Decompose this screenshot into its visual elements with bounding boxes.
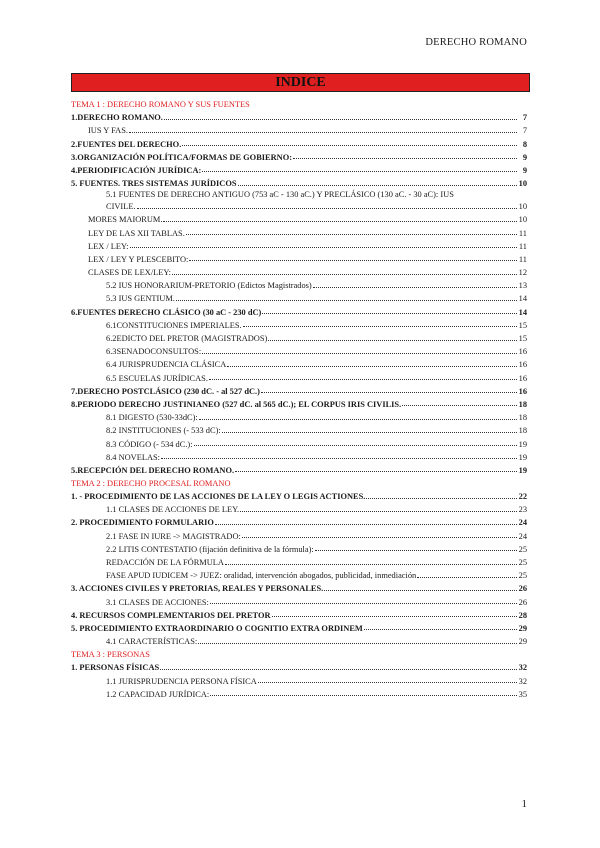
toc-entry[interactable] <box>71 422 527 435</box>
page-number: 1 <box>521 798 527 810</box>
entry-title: 6.FUENTES DERECHO CLÁSICO (30 aC - 230 dC) <box>71 307 262 317</box>
entry-title: 5.3 IUS GENTIUM. <box>106 294 175 304</box>
toc-entry[interactable] <box>71 175 527 188</box>
entry-page: 32 <box>518 676 527 686</box>
toc-entry[interactable] <box>71 303 527 316</box>
leader-dots <box>366 498 517 499</box>
entry-title: LEX / LEY Y PLESCEBITO: <box>88 254 189 264</box>
entry-page: 32 <box>518 663 527 673</box>
entry-page: 12 <box>518 268 527 278</box>
entry-title: 4.PERIODIFICACIÓN JURÍDICA: <box>71 165 202 175</box>
entry-page: 16 <box>518 373 527 383</box>
leader-dots <box>222 432 517 433</box>
entry-title: 2. PROCEDIMIENTO FORMULARIO <box>71 518 214 528</box>
leader-dots <box>202 171 517 172</box>
entry-page: 25 <box>518 544 527 554</box>
entry-page: 26 <box>518 584 527 594</box>
entry-title: 5.1 FUENTES DE DERECHO ANTIGUO (753 aC - 130 aC.) Y PRECLÁSICO (130 aC. - 30 aC): IUS <box>106 190 454 200</box>
entry-page: 19 <box>518 465 527 475</box>
entry-page: 24 <box>518 518 527 528</box>
entry-title: 7.DERECHO POSTCLÁSICO (230 dC. - al 527 dC.) <box>71 386 260 396</box>
entry-title: REDACCIÓN DE LA FÓRMULA <box>106 558 224 567</box>
toc-entry[interactable] <box>71 541 527 554</box>
leader-dots <box>235 471 517 472</box>
entry-title: 2.2 LITIS CONTESTATIO (fijación definitiva de la fórmula): <box>106 544 314 554</box>
leader-dots <box>238 185 517 186</box>
leader-dots <box>210 603 517 604</box>
leader-dots <box>417 577 517 578</box>
entry-page: 13 <box>518 281 527 291</box>
toc-entry[interactable] <box>71 109 527 122</box>
leader-dots <box>160 669 517 670</box>
entry-page: 15 <box>518 334 527 343</box>
leader-dots <box>262 313 517 314</box>
entry-title: 1.2 CAPACIDAD JURÍDICA: <box>106 689 210 699</box>
entry-page: 18 <box>518 413 527 423</box>
leader-dots <box>172 274 517 275</box>
leader-dots <box>227 366 517 367</box>
entry-page: 28 <box>518 610 527 620</box>
entry-title: 1. - PROCEDIMIENTO DE LAS ACCIONES DE LA LEY O LEGIS ACTIONES. <box>71 492 366 502</box>
leader-dots <box>130 247 517 248</box>
toc-entry[interactable] <box>71 620 527 633</box>
leader-dots <box>199 419 517 420</box>
toc-entry[interactable] <box>71 317 527 330</box>
entry-title: 3. ACCIONES CIVILES Y PRETORIAS, REALES Y PERSONALES. <box>71 584 324 594</box>
entry-title: 5. PROCEDIMIENTO EXTRAORDINARIO O COGNITIO EXTRA ORDINEM <box>71 623 363 633</box>
toc-entry[interactable] <box>71 149 527 162</box>
entry-page: 11 <box>518 254 527 264</box>
entry-title: FASE APUD IUDICEM -> JUEZ: oralidad, intervención abogados, publicidad, inmediación <box>106 571 417 581</box>
entry-page: 19 <box>518 439 527 449</box>
toc-section-heading[interactable] <box>71 96 527 109</box>
table-of-contents <box>71 96 527 699</box>
leader-dots <box>209 379 517 380</box>
toc-entry[interactable] <box>71 580 527 593</box>
leader-dots <box>182 145 517 146</box>
leader-dots <box>240 511 517 512</box>
entry-title: 1.1 JURISPRUDENCIA PERSONA FÍSICA <box>106 676 257 686</box>
entry-page: 19 <box>518 452 527 462</box>
entry-title: 5. FUENTES. TRES SISTEMAS JURÍDICOS <box>71 179 237 189</box>
entry-title: 8.2 INSTITUCIONES (- 533 dC): <box>106 426 221 436</box>
entry-title: 2.1 FASE IN IURE -> MAGISTRADO: <box>106 531 241 541</box>
entry-page: 16 <box>518 347 527 357</box>
entry-page: 25 <box>518 571 527 581</box>
entry-page: 10 <box>518 202 527 212</box>
leader-dots <box>313 287 517 288</box>
entry-title: 5.RECEPCIÓN DEL DERECHO ROMANO. <box>71 465 235 475</box>
leader-dots <box>163 221 517 222</box>
leader-dots <box>129 132 517 133</box>
toc-entry[interactable] <box>71 251 527 264</box>
entry-title: 6.1CONSTITUCIONES IMPERIALES. <box>106 320 242 330</box>
entry-title: IUS Y FAS. <box>88 126 128 136</box>
entry-title: 5.2 IUS HONORARIUM-PRETORIO (Edictos Magistrados) <box>106 281 312 291</box>
leader-dots <box>402 405 517 406</box>
entry-page: 14 <box>518 294 527 304</box>
toc-entry[interactable] <box>71 527 527 540</box>
toc-entry[interactable] <box>71 462 527 475</box>
toc-entry[interactable] <box>71 435 527 448</box>
toc-entry[interactable] <box>71 514 527 527</box>
entry-page: 7 <box>522 126 527 136</box>
toc-entry[interactable] <box>71 290 527 303</box>
entry-title: 4.1 CARACTERÍSTICAS: <box>106 637 198 647</box>
entry-page: 10 <box>518 215 527 225</box>
entry-page: 26 <box>518 597 527 607</box>
leader-dots <box>293 158 517 159</box>
entry-page: 15 <box>518 320 527 330</box>
toc-entry[interactable] <box>71 277 527 290</box>
entry-page: 25 <box>518 558 527 567</box>
toc-entry[interactable] <box>71 686 527 699</box>
leader-dots <box>242 537 517 538</box>
leader-dots <box>176 300 517 301</box>
leader-dots <box>194 445 517 446</box>
toc-entry[interactable] <box>71 356 527 369</box>
entry-title: MORES MAIORUM. <box>88 215 163 225</box>
toc-entry[interactable] <box>71 135 527 148</box>
toc-section-heading[interactable] <box>71 475 527 488</box>
leader-dots <box>272 616 517 617</box>
leader-dots <box>198 643 517 644</box>
entry-page: 16 <box>518 386 527 396</box>
entry-title: 8.3 CÓDIGO (- 534 dC.): <box>106 439 193 449</box>
section-label: TEMA 3 : PERSONAS <box>71 650 150 660</box>
toc-entry[interactable] <box>71 162 527 175</box>
toc-entry[interactable] <box>71 396 527 409</box>
leader-dots <box>324 590 517 591</box>
entry-page: 18 <box>518 399 527 409</box>
section-label: TEMA 1 : DERECHO ROMANO Y SUS FUENTES <box>71 100 250 109</box>
entry-page: 29 <box>518 623 527 633</box>
entry-title: 8.1 DIGESTO (530-33dC): <box>106 413 198 423</box>
entry-title: 6.2EDICTO DEL PRETOR (MAGISTRADOS) <box>106 334 268 343</box>
leader-dots <box>258 682 517 683</box>
toc-entry[interactable] <box>71 409 527 422</box>
entry-page: 9 <box>522 152 527 162</box>
toc-entry[interactable] <box>71 330 527 343</box>
leader-dots <box>215 524 517 525</box>
toc-entry[interactable] <box>71 122 527 135</box>
entry-title: 1. PERSONAS FÍSICAS <box>71 663 160 673</box>
entry-page: 14 <box>518 307 527 317</box>
toc-entry[interactable] <box>71 672 527 685</box>
toc-entry[interactable] <box>71 449 527 462</box>
toc-section-heading[interactable] <box>71 646 527 659</box>
leader-dots <box>137 208 517 209</box>
toc-entry[interactable] <box>71 238 527 251</box>
entry-title: LEY DE LAS XII TABLAS. <box>88 228 185 238</box>
entry-title: LEX / LEY: <box>88 241 129 251</box>
toc-entry[interactable] <box>71 488 527 501</box>
leader-dots <box>261 392 517 393</box>
entry-title: 1.DERECHO ROMANO. <box>71 113 163 123</box>
entry-page: 23 <box>518 505 527 515</box>
index-title: INDICE <box>71 73 530 92</box>
leader-dots <box>243 326 517 327</box>
leader-dots <box>164 119 517 120</box>
leader-dots <box>210 695 517 696</box>
entry-page: 35 <box>518 689 527 699</box>
section-label: TEMA 2 : DERECHO PROCESAL ROMANO <box>71 478 231 488</box>
toc-entry[interactable] <box>71 369 527 382</box>
entry-title: 8.PERIODO DERECHO JUSTINIANEO (527 dC. al 565 dC.); EL CORPUS IRIS CIVILIS. <box>71 399 402 409</box>
toc-entry[interactable] <box>71 211 527 224</box>
toc-entry[interactable] <box>71 659 527 672</box>
entry-title: CLASES DE LEX/LEY: <box>88 268 171 278</box>
entry-page: 8 <box>522 139 527 149</box>
entry-page: 22 <box>518 492 527 502</box>
leader-dots <box>364 629 517 630</box>
entry-title: 2.FUENTES DEL DERECHO. <box>71 139 182 149</box>
running-header: DERECHO ROMANO <box>425 37 527 48</box>
entry-title: 6.3SENADOCONSULTOS: <box>106 347 202 357</box>
entry-page: 7 <box>522 113 527 123</box>
toc-entry[interactable] <box>71 501 527 514</box>
entry-page: 11 <box>518 241 527 251</box>
toc-entry[interactable] <box>71 607 527 620</box>
toc-entry[interactable] <box>71 633 527 646</box>
entry-page: 11 <box>518 228 527 238</box>
leader-dots <box>268 340 517 341</box>
entry-page: 24 <box>518 531 527 541</box>
toc-entry[interactable] <box>71 224 527 237</box>
leader-dots <box>161 458 517 459</box>
entry-title-cont: CIVILE. <box>106 202 136 212</box>
toc-entry[interactable] <box>71 567 527 580</box>
toc-entry[interactable] <box>71 343 527 356</box>
entry-title: 4. RECURSOS COMPLEMENTARIOS DEL PRETOR <box>71 610 271 620</box>
entry-page: 29 <box>518 637 527 647</box>
leader-dots <box>225 564 517 565</box>
leader-dots <box>186 234 517 235</box>
toc-entry[interactable] <box>71 554 527 567</box>
entry-page: 18 <box>518 426 527 436</box>
entry-title: 8.4 NOVELAS: <box>106 452 160 462</box>
toc-entry[interactable] <box>71 264 527 277</box>
toc-entry[interactable] <box>71 383 527 396</box>
entry-title: 6.5 ESCUELAS JURÍDICAS. <box>106 373 208 383</box>
toc-entry[interactable] <box>71 188 527 211</box>
entry-page: 10 <box>518 179 527 189</box>
entry-page: 9 <box>522 165 527 175</box>
entry-title: 1.1 CLASES DE ACCIONES DE LEY. <box>106 505 240 515</box>
entry-page: 16 <box>518 360 527 370</box>
entry-title: 3.ORGANIZACIÓN POLÍTICA/FORMAS DE GOBIERNO: <box>71 152 293 162</box>
entry-title: 6.4 JURISPRUDENCIA CLÁSICA <box>106 360 227 370</box>
leader-dots <box>189 260 517 261</box>
toc-entry[interactable] <box>71 593 527 606</box>
entry-title: 3.1 CLASES DE ACCIONES: <box>106 597 209 607</box>
leader-dots <box>202 353 517 354</box>
leader-dots <box>315 550 517 551</box>
